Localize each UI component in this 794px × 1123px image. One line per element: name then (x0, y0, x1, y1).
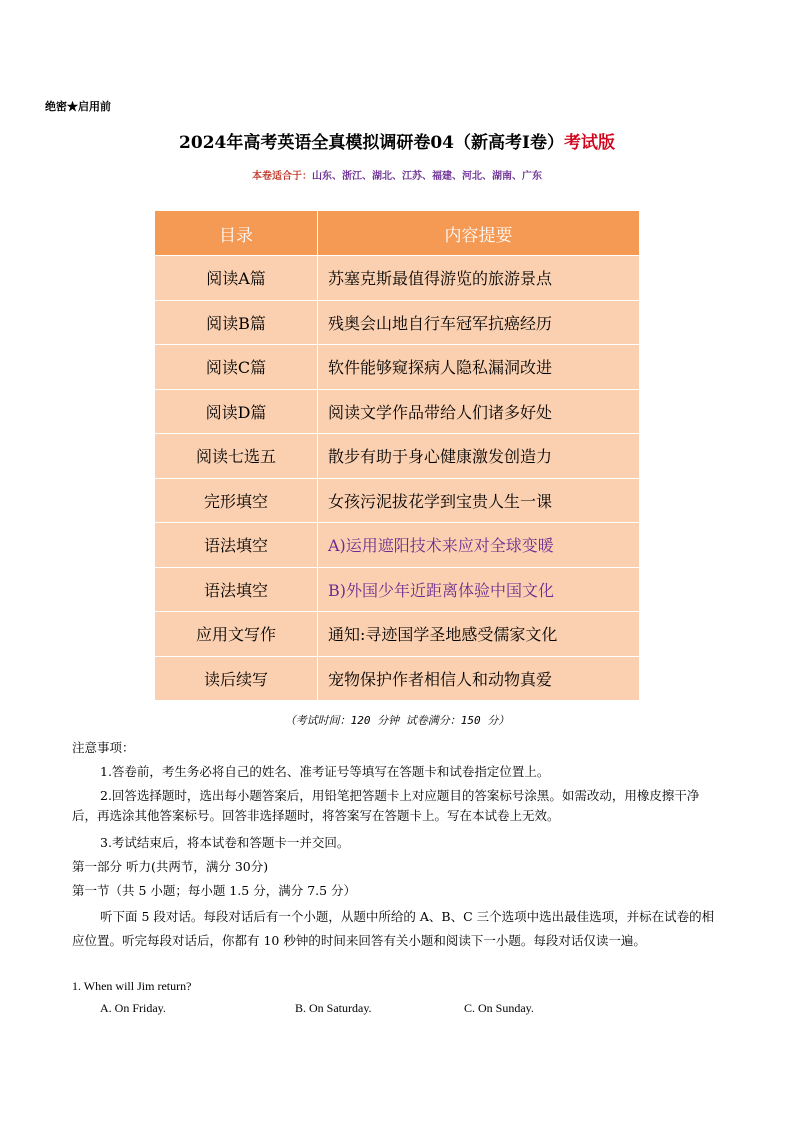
table-header-row (155, 211, 640, 256)
section-name: 读后续写 (155, 656, 318, 701)
table-row (155, 656, 640, 701)
page-title (0, 128, 794, 153)
section-summary: 女孩污泥拔花学到宝贵人生一课 (318, 478, 640, 523)
option-c: C. On Sunday. (464, 1001, 534, 1015)
section-name: 完形填空 (155, 478, 318, 523)
section-summary: 残奥会山地自行车冠军抗癌经历 (318, 300, 640, 345)
table-row (155, 612, 640, 657)
section-summary: 软件能够窥探病人隐私漏洞改进 (318, 345, 640, 390)
section-summary: 宠物保护作者相信人和动物真爱 (318, 656, 640, 701)
note-item: 3.考试结束后，将本试卷和答题卡一并交回。 (100, 835, 350, 850)
section-name: 应用文写作 (155, 612, 318, 657)
section-summary: A)运用遮阳技术来应对全球变暖 (318, 523, 640, 568)
section-name: 阅读B篇 (155, 300, 318, 345)
notes-heading: 注意事项： (72, 740, 135, 755)
regions-label: 本卷适合于： (252, 171, 312, 182)
part1-heading: 第一部分 听力(共两节，满分 30分) (72, 859, 269, 874)
section-summary: 通知:寻迹国学圣地感受儒家文化 (318, 612, 640, 657)
note-item: 1.答卷前，考生务必将自己的姓名、准考证号等填写在答题卡和试卷指定位置上。 (100, 764, 550, 779)
header-contents: 目录 (155, 211, 318, 256)
section-name: 阅读A篇 (155, 256, 318, 301)
table-row (155, 434, 640, 479)
question-1-stem: 1. When will Jim return? (72, 979, 192, 993)
section-summary: B)外国少年近距离体验中国文化 (318, 567, 640, 612)
table-row (155, 567, 640, 612)
table-row (155, 345, 640, 390)
section-name: 阅读七选五 (155, 434, 318, 479)
regions-list: 山东、浙江、湖北、江苏、福建、河北、湖南、广东 (312, 171, 542, 182)
table-row (155, 478, 640, 523)
header-summary: 内容提要 (318, 211, 640, 256)
table-row (155, 300, 640, 345)
section-name: 阅读D篇 (155, 389, 318, 434)
title-main: 2024年高考英语全真模拟调研卷04（新高考I卷） (179, 133, 564, 153)
listening-instructions: 听下面 5 段对话。每段对话后有一个小题，从题中所给的 A、B、C 三个选项中选出最佳选项，并标在试卷的相应位置。听完每段对话后，你都有 10 秒钟的时间来回答有关小题和阅读下一小题。每段对话仅读一遍。 (72, 909, 715, 948)
table-row (155, 256, 640, 301)
section-name: 阅读C篇 (155, 345, 318, 390)
section-name: 语法填空 (155, 567, 318, 612)
table-row (155, 523, 640, 568)
contents-table (154, 210, 640, 701)
title-exam-version: 考试版 (563, 133, 615, 153)
exam-time-and-score: （考试时间：120 分钟 试卷满分：150 分） (284, 714, 510, 727)
section-summary: 散步有助于身心健康激发创造力 (318, 434, 640, 479)
section-name: 语法填空 (155, 523, 318, 568)
option-a: A. On Friday. (100, 1001, 166, 1015)
confidential-label: 绝密★启用前 (45, 100, 111, 113)
note-item: 2.回答选择题时，选出每小题答案后，用铅笔把答题卡上对应题目的答案标号涂黑。如需改动，用橡皮擦干净后，再选涂其他答案标号。回答非选择题时，将答案写在答题卡上。写在本试卷上无效。 (72, 788, 700, 823)
option-b: B. On Saturday. (295, 1001, 372, 1015)
table-row (155, 389, 640, 434)
section1-heading: 第一节（共 5 小题；每小题 1.5 分，满分 7.5 分） (72, 883, 357, 898)
section-summary: 阅读文学作品带给人们诸多好处 (318, 389, 640, 434)
section-summary: 苏塞克斯最值得游览的旅游景点 (318, 256, 640, 301)
applicable-regions (0, 167, 794, 182)
